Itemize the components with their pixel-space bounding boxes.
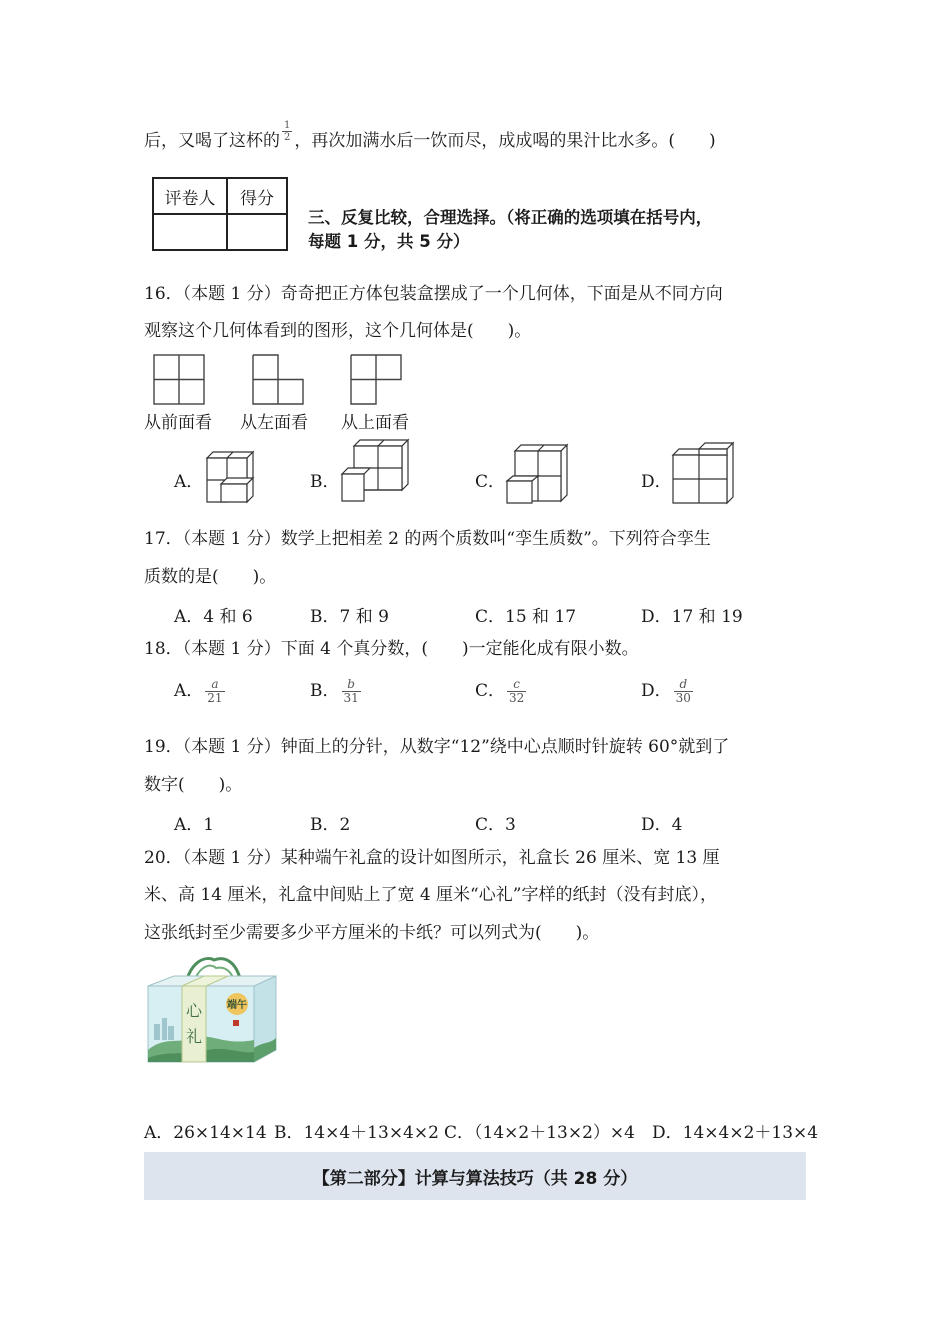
left-view-caption: 从左面看 xyxy=(240,413,308,433)
q15-fraction xyxy=(282,120,292,143)
q20-option-c[interactable]: C．（14×2＋13×2）×4 xyxy=(444,1123,635,1143)
q18-option-b-fraction xyxy=(342,678,361,705)
gift-box-brand: 端午 xyxy=(227,1000,247,1011)
q18-option-c-fraction xyxy=(507,678,526,705)
left-view-diagram xyxy=(252,354,306,406)
q15-text-before: 后，又喝了这杯的 xyxy=(144,131,280,151)
q16-option-a-solid[interactable] xyxy=(203,450,255,505)
q15-fraction-den: 2 xyxy=(284,132,291,143)
gift-box-illustration xyxy=(144,954,278,1068)
q15-tail-line xyxy=(144,120,716,153)
q17-line2: 质数的是( )。 xyxy=(144,567,277,587)
q16-option-a-label[interactable]: A． xyxy=(174,472,204,492)
q20-line3: 这张纸封至少需要多少平方厘米的卡纸？可以列式为( )。 xyxy=(144,923,600,943)
front-view-caption: 从前面看 xyxy=(144,413,212,433)
q18-option-d-num: d xyxy=(674,678,693,692)
top-view-caption: 从上面看 xyxy=(341,413,409,433)
q17-option-a[interactable]: A．4 和 6 xyxy=(174,607,253,627)
q18-option-b-den: 31 xyxy=(343,691,359,705)
part-2-banner xyxy=(144,1152,806,1200)
q15-fraction-num: 1 xyxy=(284,120,291,131)
q16-option-d-label[interactable]: D． xyxy=(641,472,672,492)
gift-box-label-li: 礼 xyxy=(185,1027,203,1046)
q16-line1: 16．（本题 1 分）奇奇把正方体包装盒摆成了一个几何体，下面是从不同方向 xyxy=(144,284,723,304)
q18-option-c[interactable] xyxy=(475,676,528,705)
front-view-diagram xyxy=(153,354,207,406)
top-view-diagram xyxy=(350,354,404,406)
score-table xyxy=(152,177,288,251)
q16-option-b-label[interactable]: B． xyxy=(310,472,340,492)
q19-line2: 数字( )。 xyxy=(144,775,243,795)
q16-option-c-solid[interactable] xyxy=(505,443,569,505)
q20-option-d[interactable]: D．14×4×2＋13×4 xyxy=(652,1123,819,1143)
q18-line1: 18．（本题 1 分）下面 4 个真分数，( )一定能化成有限小数。 xyxy=(144,639,639,659)
q20-line1: 20．（本题 1 分）某种端午礼盒的设计如图所示，礼盒长 26 厘米、宽 13 厘 xyxy=(144,848,720,868)
q18-option-a-den: 21 xyxy=(207,691,223,705)
q19-option-a[interactable]: A．1 xyxy=(174,815,215,835)
q19-option-b[interactable]: B．2 xyxy=(310,815,351,835)
q17-line1: 17．（本题 1 分）数学上把相差 2 的两个质数叫“孪生质数”。下列符合孪生 xyxy=(144,529,711,549)
score-table-score-cell[interactable] xyxy=(227,214,287,250)
q17-option-b[interactable]: B．7 和 9 xyxy=(310,607,389,627)
q18-option-b-label: B． xyxy=(310,681,340,701)
q19-line1: 19．（本题 1 分）钟面上的分针，从数字“12”绕中心点顺时针旋转 60°就到了 xyxy=(144,737,730,757)
q20-option-b[interactable]: B．14×4＋13×4×2 xyxy=(274,1123,439,1143)
q20-line2: 米、高 14 厘米，礼盒中间贴上了宽 4 厘米“心礼”字样的纸封（没有封底）， xyxy=(144,885,717,905)
part-2-banner-text: 【第二部分】计算与算法技巧（共 28 分） xyxy=(312,1168,638,1189)
q19-option-c[interactable]: C．3 xyxy=(475,815,516,835)
q18-option-d-label: D． xyxy=(641,681,672,701)
q20-option-a[interactable]: A．26×14×14 xyxy=(144,1123,267,1143)
section-3-heading xyxy=(308,206,712,254)
q16-option-b-solid[interactable] xyxy=(340,438,410,504)
q18-option-d-den: 30 xyxy=(675,691,691,705)
q18-option-a-num: a xyxy=(205,678,224,692)
score-table-header-grader: 评卷人 xyxy=(153,178,227,214)
section-3-heading-line1: 三、反复比较，合理选择。（将正确的选项填在括号内， xyxy=(308,208,713,227)
q18-option-c-num: c xyxy=(507,678,526,692)
q16-option-c-label[interactable]: C． xyxy=(475,472,506,492)
score-table-header-score: 得分 xyxy=(227,178,287,214)
q18-option-a-label: A． xyxy=(174,681,204,701)
q18-option-a[interactable] xyxy=(174,676,227,705)
q17-option-c[interactable]: C．15 和 17 xyxy=(475,607,577,627)
q18-option-b-num: b xyxy=(342,678,361,692)
score-table-grader-cell[interactable] xyxy=(153,214,227,250)
q18-option-d-fraction xyxy=(674,678,693,705)
q16-line2: 观察这个几何体看到的图形，这个几何体是( )。 xyxy=(144,321,532,341)
q18-option-a-fraction xyxy=(205,678,224,705)
section-3-heading-line2: 每题 1 分，共 5 分） xyxy=(308,232,470,251)
q16-option-d-solid[interactable] xyxy=(671,441,735,505)
q18-option-c-den: 32 xyxy=(509,691,525,705)
q18-option-d[interactable] xyxy=(641,676,695,705)
q17-option-d[interactable]: D．17 和 19 xyxy=(641,607,743,627)
q19-option-d[interactable]: D．4 xyxy=(641,815,683,835)
q18-option-c-label: C． xyxy=(475,681,506,701)
q18-option-b[interactable] xyxy=(310,676,363,705)
q15-text-after: ，再次加满水后一饮而尽，成成喝的果汁比水多。( ) xyxy=(294,131,716,151)
gift-box-label-xin: 心 xyxy=(185,1001,203,1020)
